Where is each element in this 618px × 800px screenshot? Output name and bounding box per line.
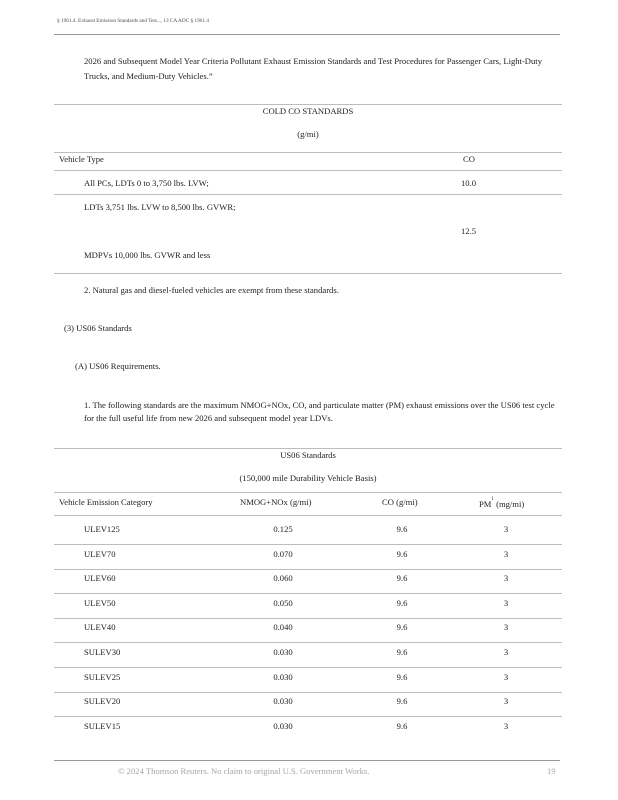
nmog-nox-cell: 0.125 (273, 524, 293, 534)
table-rule (54, 170, 562, 171)
table-rule (54, 593, 562, 594)
pm-cell: 3 (503, 622, 509, 633)
table-rule (54, 194, 562, 195)
table-rule (54, 515, 562, 516)
category-cell: ULEV50 (84, 597, 116, 608)
cold-co-row-value: 12.5 (461, 226, 477, 236)
table-rule (54, 667, 562, 668)
cold-co-row-vehicle: All PCs, LDTs 0 to 3,750 lbs. LVW; (84, 178, 209, 188)
running-head: § 1961.4. Exhaust Emission Standards and Test..., 13 CA ADC § 1961.4 (57, 18, 209, 24)
nmog-nox-cell: 0.060 (273, 573, 293, 584)
category-cell: ULEV60 (84, 573, 116, 584)
footer-rule (54, 760, 560, 761)
section-a-heading: (A) US06 Requirements. (75, 361, 161, 371)
paragraph-1: 1. The following standards are the maximum NMOG+NOx, CO, and particulate matter (PM) exhaust emissions over the US06 test cycle for the full useful life from new 2026 and subsequent model year LDVs. (84, 400, 555, 423)
cold-co-row-value: 10.0 (461, 178, 477, 188)
section-3-heading: (3) US06 Standards (64, 323, 132, 333)
header-pm-units: (mg/mi) (496, 499, 525, 509)
co-cell: 9.6 (396, 622, 408, 633)
nmog-nox-cell: 0.070 (273, 548, 293, 559)
co-cell: 9.6 (396, 671, 408, 682)
page-number: 19 (547, 766, 556, 776)
header-vehicle-type: Vehicle Type (59, 154, 104, 164)
table-rule (54, 716, 562, 717)
header-pm (479, 499, 524, 509)
category-cell: SULEV25 (84, 671, 121, 682)
nmog-nox-cell: 0.040 (273, 622, 293, 633)
table-rule (54, 448, 562, 449)
pm-cell: 3 (503, 671, 509, 682)
header-co: CO (463, 154, 475, 164)
us06-title: US06 Standards (280, 450, 336, 460)
co-cell: 9.6 (396, 548, 408, 559)
category-cell: SULEV15 (84, 720, 121, 731)
category-cell: SULEV20 (84, 696, 121, 707)
pm-cell: 3 (503, 524, 509, 534)
cold-co-units: (g/mi) (297, 129, 319, 139)
header-co: CO (g/mi) (382, 497, 418, 507)
cold-co-title: COLD CO STANDARDS (262, 106, 354, 116)
category-cell: ULEV70 (84, 548, 116, 559)
footnote-marker: 1 (491, 497, 494, 502)
co-cell: 9.6 (396, 696, 408, 707)
pm-cell: 3 (503, 720, 509, 731)
pm-cell: 3 (503, 597, 509, 608)
nmog-nox-cell: 0.050 (273, 597, 293, 608)
table-rule (54, 569, 562, 570)
co-cell: 9.6 (396, 573, 408, 584)
pm-cell: 3 (503, 647, 509, 657)
nmog-nox-cell: 0.030 (273, 647, 293, 657)
category-cell: ULEV125 (84, 524, 120, 534)
nmog-nox-cell: 0.030 (273, 696, 293, 707)
header-pm-label: PM (479, 499, 492, 509)
table-rule (54, 273, 562, 274)
table-rule (54, 692, 562, 693)
co-cell: 9.6 (396, 597, 408, 608)
footer-copyright: © 2024 Thomson Reuters. No claim to original U.S. Government Works. (118, 766, 370, 776)
header-vehicle-emission-category: Vehicle Emission Category (59, 497, 153, 507)
co-cell: 9.6 (396, 524, 408, 534)
table-rule (54, 618, 562, 619)
pm-cell: 3 (503, 548, 509, 559)
note-2: 2. Natural gas and diesel-fueled vehicles are exempt from these standards. (84, 285, 339, 295)
header-rule (54, 34, 560, 35)
pm-cell: 3 (503, 696, 509, 707)
table-rule (54, 642, 562, 643)
category-cell: ULEV40 (84, 622, 116, 633)
nmog-nox-cell: 0.030 (273, 671, 293, 682)
nmog-nox-cell: 0.030 (273, 720, 293, 731)
header-nmog-nox: NMOG+NOx (g/mi) (240, 497, 312, 507)
table-rule (54, 492, 562, 493)
category-cell: SULEV30 (84, 647, 121, 657)
co-cell: 9.6 (396, 647, 408, 657)
table-rule (54, 544, 562, 545)
co-cell: 9.6 (396, 720, 408, 731)
table-rule (54, 104, 562, 105)
cold-co-row-vehicle: MDPVs 10,000 lbs. GVWR and less (84, 250, 211, 260)
cold-co-row-vehicle: LDTs 3,751 lbs. LVW to 8,500 lbs. GVWR; (84, 202, 236, 212)
us06-subtitle: (150,000 mile Durability Vehicle Basis) (239, 473, 377, 483)
table-rule (54, 152, 562, 153)
intro-paragraph: 2026 and Subsequent Model Year Criteria Pollutant Exhaust Emission Standards and Test Procedures for Passenger Cars, Light-Duty Trucks, and Medium-Duty Vehicles.” (84, 56, 542, 81)
pm-cell: 3 (503, 573, 509, 584)
